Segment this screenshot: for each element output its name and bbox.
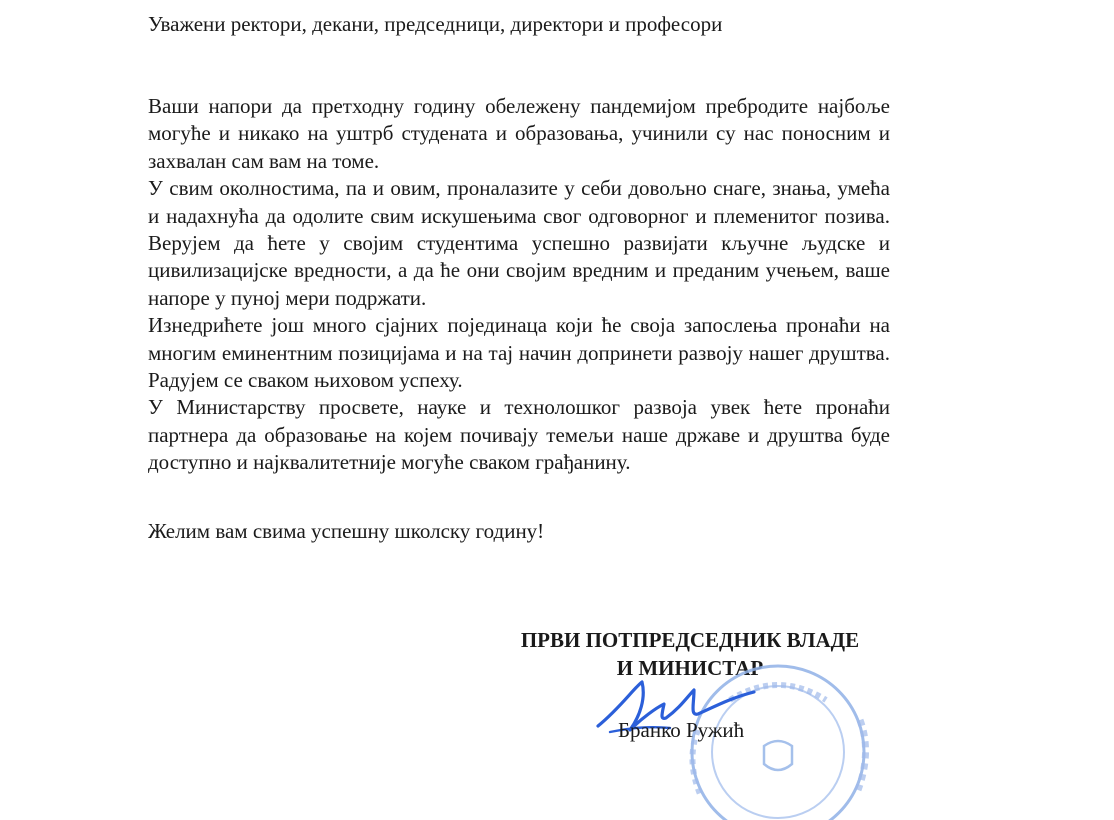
- salutation: Уважени ректори, декани, председници, директори и професори: [148, 12, 723, 36]
- paragraph-1-text: Ваши напори да претходну годину обележену пандемијом пребродите најбоље могуће и никако на уштрб студената и образовања, учинили су нас поносним и захвалан сам вам на томе.: [148, 94, 890, 173]
- paragraph-3: [148, 312, 890, 394]
- signature-title-block: [470, 626, 910, 682]
- paragraph-4: [148, 394, 890, 476]
- signature-title-line-1: ПРВИ ПОТПРЕДСЕДНИК ВЛАДЕ: [520, 628, 860, 652]
- paragraph-4-text: У Министарству просвете, науке и технолошког развоја увек ћете пронаћи партнера да образовање на којем почивају темељи наше државе и друштва буде доступно и најквалитетније могуће сваком грађанину.: [148, 395, 890, 475]
- signature-title-line-2: И МИНИСТАР: [616, 656, 764, 680]
- paragraph-1: [148, 93, 890, 175]
- paragraph-3-text: Изнедрићете још много сјајних појединаца који ће своја запослења пронаћи на многим еминентним позицијама и на тај начин допринети развоју нашег друштва. Радујем се сваком њиховом успеху.: [148, 313, 890, 393]
- signatory-name: Бранко Ружић: [618, 718, 745, 742]
- paragraph-2: [148, 175, 890, 312]
- letter-body: [148, 93, 890, 477]
- closing-line: Желим вам свима успешну школску годину!: [148, 519, 545, 543]
- paragraph-2-text: У свим околностима, па и овим, проналазите у себи довољно снаге, знања, умећа и надахнућа да одолите свим искушењима свог одговорног и племенитог позива. Верујем да ћете у својим студентима успешно развијати кључне људске и цивилизацијске вредности, а да ће они својим вредним и преданим учењем, ваше напоре у пуној мери подржати.: [148, 176, 890, 310]
